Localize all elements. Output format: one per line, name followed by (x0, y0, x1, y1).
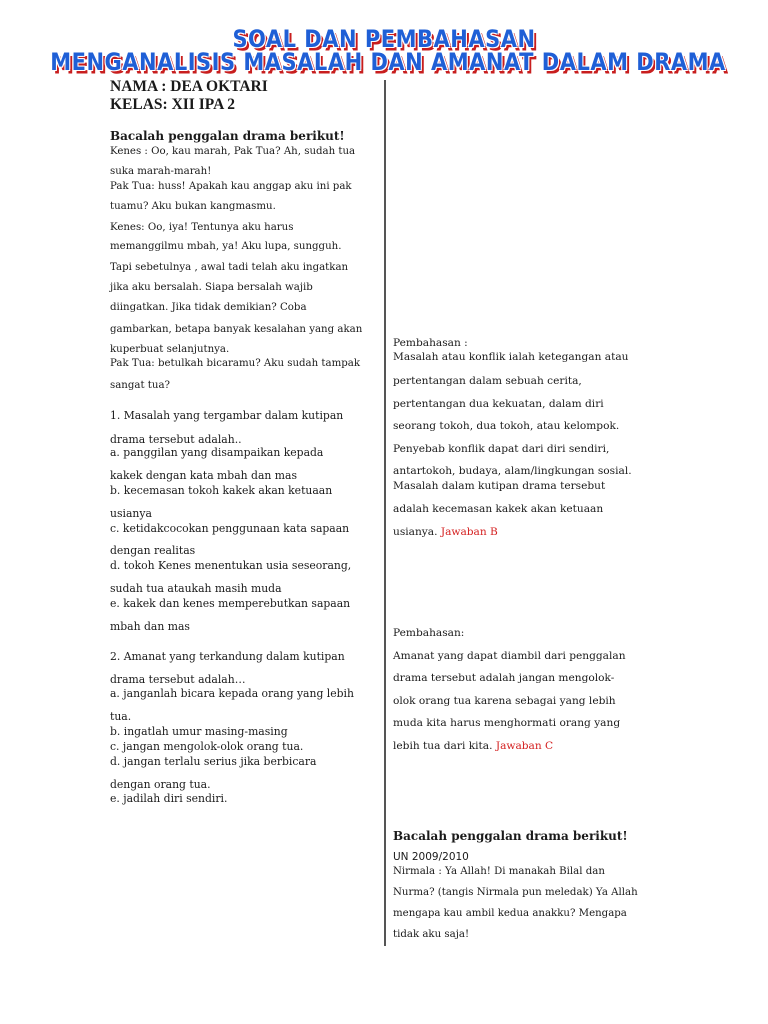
question-1-line: dengan realitas (110, 544, 196, 557)
dialogue-line: Kenes: Oo, iya! Tentunya aku harus (110, 222, 294, 233)
discussion-2-line: olok orang tua karena sebagai yang lebih (393, 695, 616, 707)
discussion-1-line: adalah kecemasan kakek akan ketuaan (393, 503, 604, 515)
question-2-line: e. jadilah diri sendiri. (110, 792, 228, 805)
question-2-line: tua. (110, 710, 132, 723)
discussion-1-line: Penyebab konflik dapat dari diri sendiri, (393, 443, 610, 455)
discussion-1-line: antartokoh, budaya, alam/lingkungan sosial. (393, 465, 632, 477)
discussion-label: Pembahasan: (393, 627, 465, 639)
next-dialogue-line: mengapa kau ambil kedua anakku? Mengapa (393, 908, 627, 919)
question-2-line: d. jangan terlalu serius jika berbicara (110, 755, 317, 768)
left-heading: Bacalah penggalan drama berikut! (110, 129, 345, 143)
next-dialogue-line: Nurma? (tangis Nirmala pun meledak) Ya Allah (393, 887, 638, 898)
question-2-line: drama tersebut adalah… (110, 673, 246, 686)
discussion-2-line: Amanat yang dapat diambil dari penggalan (393, 650, 626, 662)
question-2-line: a. janganlah bicara kepada orang yang lebih (110, 687, 354, 700)
question-1-line: kakek dengan kata mbah dan mas (110, 469, 297, 482)
document-title-line-1: SOAL DAN PEMBAHASAN (232, 25, 536, 53)
discussion-2-line: muda kita harus menghormati orang yang (393, 717, 621, 729)
dialogue-line: tuamu? Aku bukan kangmasmu. (110, 201, 276, 212)
question-2-line: dengan orang tua. (110, 778, 211, 791)
discussion-1-line: seorang tokoh, dua tokoh, atau kelompok. (393, 420, 620, 432)
question-2-line: c. jangan mengolok-olok orang tua. (110, 740, 304, 753)
answer-line-1 (393, 525, 498, 539)
question-1-line: c. ketidakcocokan penggunaan kata sapaan (110, 522, 350, 535)
column-divider (384, 80, 386, 946)
dialogue-line: gambarkan, betapa banyak kesalahan yang akan (110, 324, 363, 335)
question-1-line: drama tersebut adalah.. (110, 433, 242, 446)
student-name: NAMA : DEA OKTARI (110, 78, 268, 95)
discussion-1-line: Masalah dalam kutipan drama tersebut (393, 480, 606, 492)
discussion-1-line: pertentangan dua kekuatan, dalam diri (393, 398, 604, 410)
answer-text: usianya. (393, 526, 441, 538)
student-class: KELAS: XII IPA 2 (110, 96, 236, 113)
question-1-line: b. kecemasan tokoh kakek akan ketuaan (110, 484, 333, 497)
dialogue-line: diingatkan. Jika tidak demikian? Coba (110, 302, 307, 313)
question-1-line: 1. Masalah yang tergambar dalam kutipan (110, 409, 344, 422)
question-1-line: d. tokoh Kenes menentukan usia seseorang, (110, 559, 352, 572)
question-1-line: sudah tua ataukah masih muda (110, 582, 282, 595)
discussion-1-line: pertentangan dalam sebuah cerita, (393, 375, 582, 387)
dialogue-line: Tapi sebetulnya , awal tadi telah aku ingatkan (110, 262, 349, 273)
exam-source: UN 2009/2010 (393, 851, 469, 863)
dialogue-line: kuperbuat selanjutnya. (110, 344, 230, 355)
answer-c: Jawaban C (495, 740, 554, 752)
next-dialogue-line: Nirmala : Ya Allah! Di manakah Bilal dan (393, 866, 605, 877)
document-title-line-2: MENGANALISIS MASALAH DAN AMANAT DALAM DRAMA (50, 48, 726, 76)
discussion-1-line: Masalah atau konflik ialah ketegangan atau (393, 351, 629, 363)
question-1-line: mbah dan mas (110, 620, 190, 633)
discussion-2-line: drama tersebut adalah jangan mengolok- (393, 672, 615, 684)
question-1-line: a. panggilan yang disampaikan kepada (110, 446, 324, 459)
dialogue-line: suka marah-marah! (110, 166, 212, 177)
dialogue-line: sangat tua? (110, 380, 170, 391)
dialogue-line: Pak Tua: betulkah bicaramu? Aku sudah tampak (110, 358, 361, 369)
question-1-line: usianya (110, 507, 152, 520)
question-1-line: e. kakek dan kenes memperebutkan sapaan (110, 597, 351, 610)
dialogue-line: jika aku bersalah. Siapa bersalah wajib (110, 282, 313, 293)
dialogue-line: Kenes : Oo, kau marah, Pak Tua? Ah, sudah tua (110, 146, 356, 157)
answer-text: lebih tua dari kita. (393, 740, 496, 752)
question-2-line: b. ingatlah umur masing-masing (110, 725, 288, 738)
next-heading: Bacalah penggalan drama berikut! (393, 829, 628, 843)
answer-line-2 (393, 739, 553, 753)
next-dialogue-line: tidak aku saja! (393, 929, 470, 940)
dialogue-line: memanggilmu mbah, ya! Aku lupa, sungguh. (110, 241, 342, 252)
discussion-label: Pembahasan : (393, 337, 468, 349)
answer-b: Jawaban B (440, 526, 498, 538)
dialogue-line: Pak Tua: huss! Apakah kau anggap aku ini pak (110, 181, 352, 192)
question-2-line: 2. Amanat yang terkandung dalam kutipan (110, 650, 345, 663)
